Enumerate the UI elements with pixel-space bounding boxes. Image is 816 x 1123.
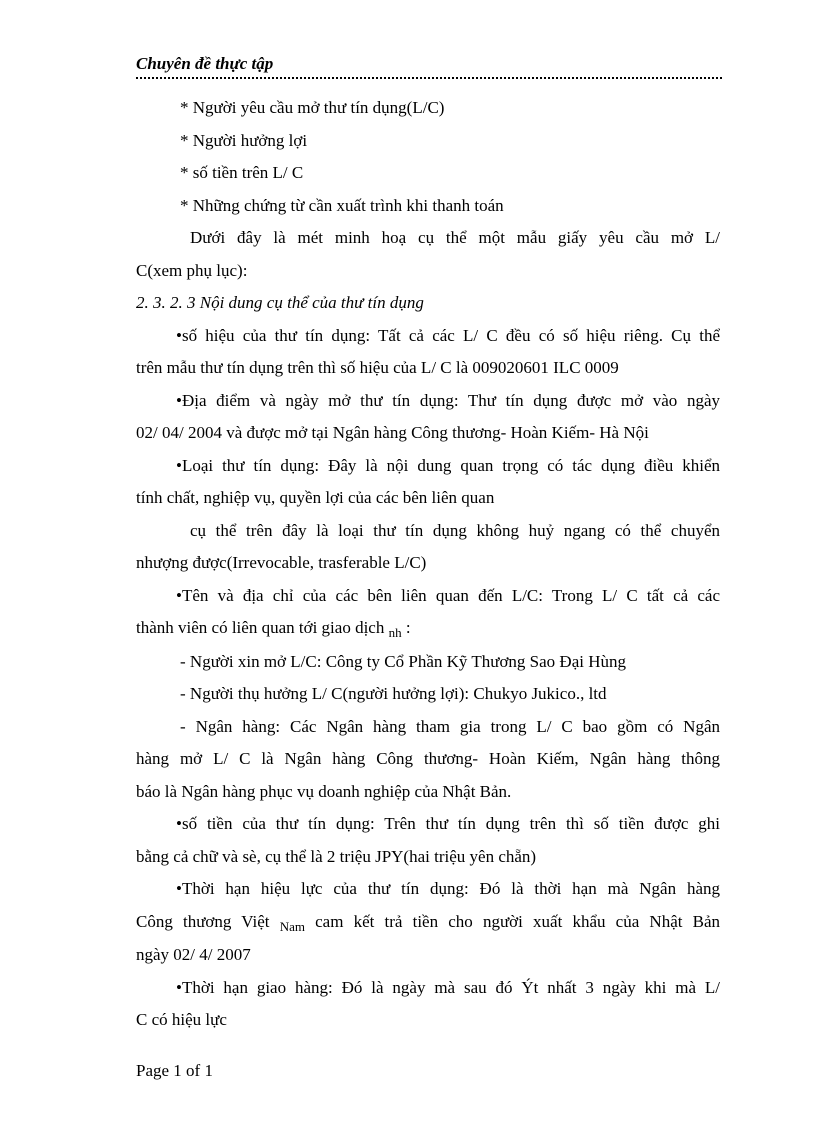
paragraph-line: bằng cả chữ và sè, cụ thể là 2 triệu JPY(hai triệu yên chẵn)	[136, 846, 537, 866]
paragraph-line: tính chất, nghiệp vụ, quyền lợi của các bên liên quan	[136, 488, 495, 507]
paragraph-line: ngày 02/ 4/ 2007	[136, 945, 251, 964]
list-item: * số tiền trên L/ C	[180, 163, 304, 182]
paragraph-line: •Thời hạn hiệu lực của thư tín dụng: Đó là thời hạn mà Ngân hàng	[176, 879, 720, 898]
paragraph-line	[136, 906, 720, 940]
text-span: thành viên có liên quan tới giao dịch	[136, 618, 385, 637]
paragraph-line	[136, 612, 720, 646]
paragraph-line: •Thời hạn giao hàng: Đó là ngày mà sau đó Ýt nhất 3 ngày khi mà L/	[176, 977, 720, 997]
paragraph-line: trên mẫu thư tín dụng trên thì số hiệu của L/ C là 009020601 ILC 0009	[136, 358, 619, 377]
list-item: * Người yêu cầu mở thư tín dụng(L/C)	[180, 98, 445, 117]
text-span: cam kết trả tiền cho người xuất khẩu của Nhật Bản	[315, 911, 720, 931]
paragraph-line: 02/ 04/ 2004 và được mở tại Ngân hàng Công thương- Hoàn Kiếm- Hà Nội	[136, 423, 649, 442]
paragraph-line: nhượng được(Irrevocable, trasferable L/C)	[136, 553, 427, 572]
paragraph-line: •Tên và địa chỉ của các bên liên quan đến L/C: Trong L/ C tất cả các	[176, 585, 720, 605]
colon-text: :	[405, 618, 411, 637]
list-item: * Những chứng từ cần xuất trình khi thanh toán	[180, 195, 504, 215]
page-header-title: Chuyên đề thực tập	[136, 54, 722, 79]
paragraph-line: •số hiệu của thư tín dụng: Tất cả các L/ C đều có số hiệu riêng. Cụ thể	[176, 325, 720, 345]
paragraph-line: cụ thể trên đây là loại thư tín dụng không huỷ ngang có thể chuyển	[190, 520, 720, 540]
inline-note: nh	[388, 625, 402, 640]
paragraph-line: C có hiệu lực	[136, 1010, 227, 1029]
inline-note: Nam	[279, 918, 305, 934]
section-heading: 2. 3. 2. 3 Nội dung cụ thể của thư tín dụng	[136, 293, 424, 312]
text-span: Công thương Việt	[136, 911, 270, 931]
list-item: - Người thụ hưởng L/ C(người hưởng lợi): Chukyo Jukico., ltd	[180, 684, 607, 703]
list-item: * Người hưởng lợi	[180, 130, 308, 150]
document-body	[136, 92, 720, 1037]
paragraph-line: báo là Ngân hàng phục vụ doanh nghiệp của Nhật Bản.	[136, 781, 512, 801]
paragraph-line: •Loại thư tín dụng: Đây là nội dung quan trọng có tác dụng điều khiển	[176, 455, 720, 475]
paragraph-line: hàng mở L/ C là Ngân hàng Công thương- Hoàn Kiếm, Ngân hàng thông	[136, 749, 720, 768]
list-item: - Người xin mở L/C: Công ty Cổ Phần Kỹ Thương Sao Đại Hùng	[180, 651, 627, 671]
page-number: Page 1 of 1	[136, 1061, 213, 1080]
list-item: - Ngân hàng: Các Ngân hàng tham gia trong L/ C bao gồm có Ngân	[180, 716, 720, 736]
paragraph-line: •Địa điểm và ngày mở thư tín dụng: Thư tín dụng được mở vào ngày	[176, 390, 720, 410]
paragraph-line: C(xem phụ lục):	[136, 260, 248, 280]
paragraph-line: •số tiền của thư tín dụng: Trên thư tín dụng trên thì số tiền được ghi	[176, 814, 720, 833]
paragraph-line: Dưới đây là mét minh hoạ cụ thể một mẫu giấy yêu cầu mở L/	[190, 228, 720, 247]
